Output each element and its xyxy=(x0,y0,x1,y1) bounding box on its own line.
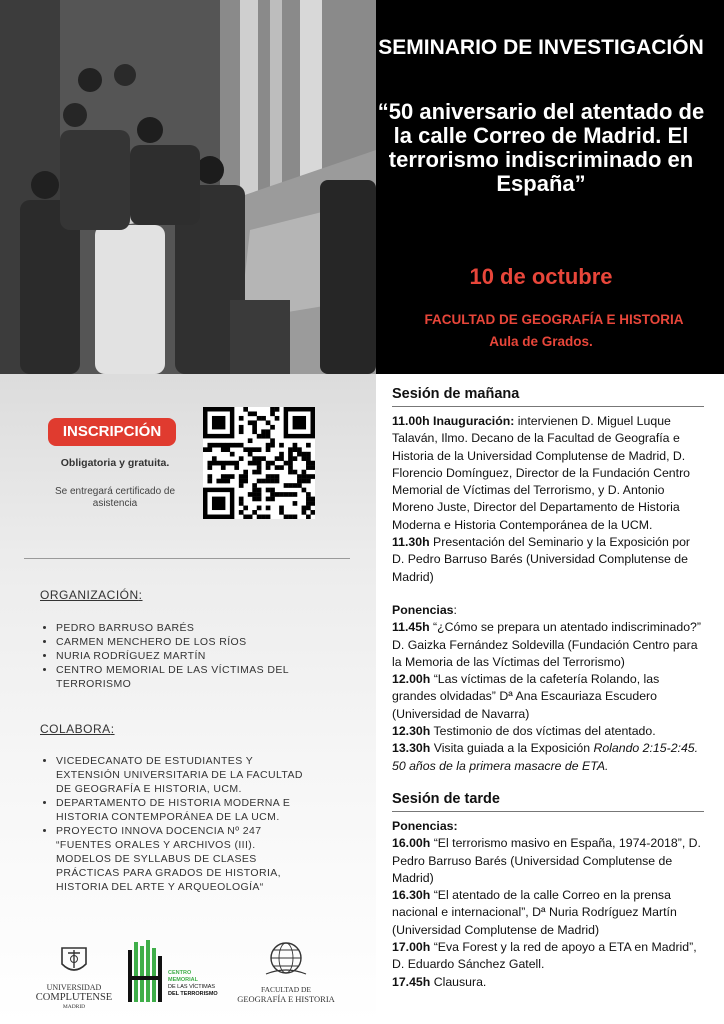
memorial-logo: CENTRO MEMORIAL DE LAS VÍCTIMAS DEL TERRORISMO xyxy=(128,940,228,1004)
list-item: • DEPARTAMENTO DE HISTORIA MODERNA E HISTORIA CONTEMPORÁNEA DE LA UCM. xyxy=(56,796,308,824)
program-item: 11.45h “¿Cómo se prepara un atentado indiscriminado?” D. Gaizka Fernández Soldevilla (Fundación Centro para la Memoria de las Víctimas del Terrorismo) xyxy=(392,620,701,669)
fgh-logo: FACULTAD DE GEOGRAFÍA E HISTORIA xyxy=(236,940,336,1004)
program-item: 11.30h Presentación del Seminario y la Exposición por D. Pedro Barruso Barés (Universidad Complutense de Madrid) xyxy=(392,535,691,584)
event-faculty: FACULTAD DE GEOGRAFÍA E HISTORIA xyxy=(424,312,684,327)
afternoon-session-title: Sesión de tarde xyxy=(392,789,704,812)
certificate-note: Se entregará certificado de asistencia xyxy=(54,486,176,509)
list-item: • CENTRO MEMORIAL DE LAS VÍCTIMAS DEL TERRORISMO xyxy=(56,663,296,691)
ucm-crest-icon xyxy=(32,944,116,978)
colabora-list xyxy=(40,754,308,894)
program-column xyxy=(376,374,724,1024)
list-item: • PROYECTO INNOVA DOCENCIA Nº 247 “FUENTES ORALES Y ARCHIVOS (III). MODELOS DE SYLLABUS DE CLASES PRÁCTICAS PARA GRADOS DE HISTORIA, HISTORIA DEL ARTE Y ARQUEOLOGÍA“ xyxy=(56,824,308,894)
historic-photo xyxy=(0,0,376,374)
spacer xyxy=(392,586,704,602)
program-item: 17.00h “Eva Forest y la red de apoyo a ETA en Madrid”, D. Eduardo Sánchez Gatell. xyxy=(392,940,697,972)
list-item: • PEDRO BARRUSO BARÉS xyxy=(56,621,296,635)
header-text xyxy=(376,0,724,374)
program-item: 16.00h “El terrorismo masivo en España, 1974-2018”, D. Pedro Barruso Barés (Universidad Complutense de Madrid) xyxy=(392,836,701,885)
globe-icon xyxy=(236,940,336,980)
qr-code[interactable] xyxy=(203,407,315,519)
seminar-kicker: SEMINARIO DE INVESTIGACIÓN xyxy=(378,36,704,59)
left-column xyxy=(0,374,376,1024)
program-item: 11.00h Inauguración: intervienen D. Miguel Luque Talaván, Ilmo. Decano de la Facultad de Geografía e Historia de la Universidad Complutense de Madrid, D. Florencio Domínguez, Director de la Fundación Centro Memorial de Víctimas del Terrorismo, y D. Antonio Moreno Juste, Director del Departamento de Historia Moderna e Historia Contemporánea de la UCM. xyxy=(392,414,691,532)
organizacion-heading: ORGANIZACIÓN: xyxy=(40,588,143,602)
spacer xyxy=(392,775,704,789)
seminar-title: “50 aniversario del atentado de la calle Correo de Madrid. El terrorismo indiscriminado en España” xyxy=(377,99,705,196)
list-item: • CARMEN MENCHERO DE LOS RÍOS xyxy=(56,635,296,649)
list-item: • NURIA RODRÍGUEZ MARTÍN xyxy=(56,649,296,663)
logos-row xyxy=(0,940,376,1016)
organizacion-list xyxy=(40,621,296,691)
program-item: 13.30h Visita guiada a la Exposición Rolando 2:15-2:45. 50 años de la primera masacre de ETA. xyxy=(392,741,699,773)
photo-illustration xyxy=(0,0,376,374)
program-content xyxy=(392,384,704,991)
ponencias-label: Ponencias: xyxy=(392,602,457,617)
colabora-heading: COLABORA: xyxy=(40,722,115,736)
event-room: Aula de Grados. xyxy=(489,334,593,349)
event-date: 10 de octubre xyxy=(469,264,613,289)
program-item: 17.45h Clausura. xyxy=(392,974,487,989)
header-band xyxy=(0,0,724,374)
ponencias-label: Ponencias: xyxy=(392,818,458,833)
program-item: 12.30h Testimonio de dos víctimas del atentado. xyxy=(392,724,656,739)
qr-code-icon xyxy=(203,407,315,519)
list-item: • VICEDECANATO DE ESTUDIANTES Y EXTENSIÓN UNIVERSITARIA DE LA FACULTAD DE GEOGRAFÍA E HISTORIA, UCM. xyxy=(56,754,308,796)
inscripcion-subtitle: Obligatoria y gratuita. xyxy=(60,457,170,469)
program-item: 12.00h “Las víctimas de la cafetería Rolando, las grandes olvidadas” Dª Ana Escauriaza Escudero (Universidad de Navarra) xyxy=(392,672,660,721)
inscripcion-button[interactable]: INSCRIPCIÓN xyxy=(48,418,176,446)
morning-session-title: Sesión de mañana xyxy=(392,384,704,407)
program-item: 16.30h “El atentado de la calle Correo en la prensa nacional e internacional”, Dª Nuria Rodríguez Martín (Universidad Complutense de Madrid) xyxy=(392,888,677,937)
ucm-logo: UNIVERSIDAD COMPLUTENSE MADRID xyxy=(32,944,116,1011)
memorial-bars-icon xyxy=(128,940,162,1002)
divider xyxy=(24,558,350,559)
